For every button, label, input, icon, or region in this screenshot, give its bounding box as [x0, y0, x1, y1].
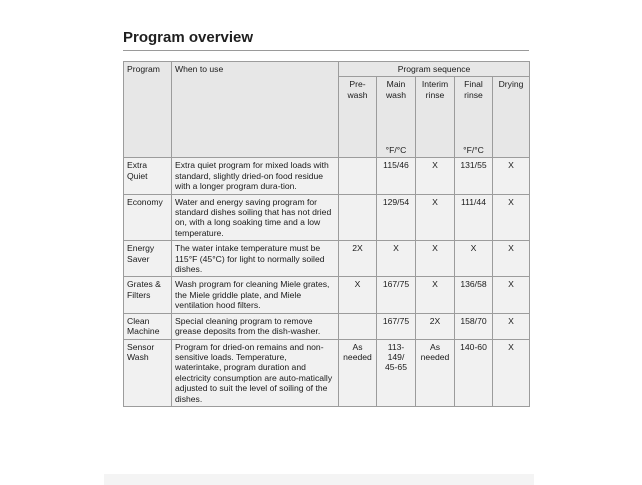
- program-table-body: [124, 158, 530, 407]
- program-name-cell: Energy Saver: [124, 241, 172, 277]
- sequence-cell: As needed: [416, 339, 455, 406]
- table-row: [124, 277, 530, 313]
- sequence-cell: [339, 158, 377, 194]
- program-name-cell: Grates & Filters: [124, 277, 172, 313]
- sequence-cell: X: [455, 241, 493, 277]
- table-row: [124, 313, 530, 339]
- phase-unit: °F/°C: [385, 145, 407, 155]
- table-row: [124, 158, 530, 194]
- when-to-use-cell: Program for dried-on remains and non-sensitive loads. Temperature, waterintake, program duration and electricity consumption are auto-matically adjusted to suit the level of soiling of the dishes.: [172, 339, 339, 406]
- phase-label: Final rinse: [464, 79, 483, 100]
- sequence-cell: X: [493, 277, 530, 313]
- page-title: Program overview: [123, 29, 254, 46]
- sequence-cell: X: [416, 277, 455, 313]
- sequence-cell: X: [416, 241, 455, 277]
- program-name-cell: Sensor Wash: [124, 339, 172, 406]
- phase-header: [455, 77, 493, 158]
- when-to-use-cell: Water and energy saving program for standard dishes soiling that has not dried on, with a long soaking time and a low temperature.: [172, 194, 339, 241]
- sequence-cell: As needed: [339, 339, 377, 406]
- program-name-cell: Clean Machine: [124, 313, 172, 339]
- when-to-use-cell: Wash program for cleaning Miele grates, the Miele griddle plate, and Miele ventilation hood filters.: [172, 277, 339, 313]
- program-sequence-header: Program sequence: [339, 62, 530, 77]
- sequence-cell: X: [416, 158, 455, 194]
- program-name-cell: Economy: [124, 194, 172, 241]
- sequence-cell: [339, 313, 377, 339]
- phase-header: [416, 77, 455, 158]
- sequence-cell: 2X: [416, 313, 455, 339]
- phase-label: Interim rinse: [421, 79, 449, 100]
- table-row: [124, 339, 530, 406]
- sequence-cell: 131/55: [455, 158, 493, 194]
- sequence-cell: 115/46: [377, 158, 416, 194]
- phase-label: Main wash: [385, 79, 407, 100]
- sequence-cell: X: [493, 158, 530, 194]
- when-to-use-cell: The water intake temperature must be 115°F (45°C) for light to normally soiled dishes.: [172, 241, 339, 277]
- sequence-cell: X: [416, 194, 455, 241]
- phase-header: [339, 77, 377, 158]
- table-row: [124, 241, 530, 277]
- phase-header: [377, 77, 416, 158]
- sequence-cell: 136/58: [455, 277, 493, 313]
- sequence-cell: X: [493, 313, 530, 339]
- when-to-use-cell: Special cleaning program to remove grease deposits from the dish-washer.: [172, 313, 339, 339]
- program-name-cell: Extra Quiet: [124, 158, 172, 194]
- sequence-cell: 140-60: [455, 339, 493, 406]
- phase-unit: °F/°C: [463, 145, 484, 155]
- when-to-use-cell: Extra quiet program for mixed loads with standard, slightly dried-on food residue with a longer program dura-tion.: [172, 158, 339, 194]
- table-row: [124, 194, 530, 241]
- title-rule: [123, 50, 529, 51]
- page-bottom-shade: [104, 474, 534, 485]
- sequence-cell: 167/75: [377, 313, 416, 339]
- sequence-cell: X: [493, 194, 530, 241]
- sequence-cell: [339, 194, 377, 241]
- when-to-use-column-header: When to use: [172, 62, 339, 158]
- sequence-cell: X: [339, 277, 377, 313]
- program-column-header: Program: [124, 62, 172, 158]
- sequence-cell: 129/54: [377, 194, 416, 241]
- sequence-cell: X: [377, 241, 416, 277]
- sequence-cell: 2X: [339, 241, 377, 277]
- phase-header: [493, 77, 530, 158]
- sequence-cell: X: [493, 339, 530, 406]
- header-row: [124, 62, 530, 77]
- sequence-cell: 111/44: [455, 194, 493, 241]
- sequence-cell: 113- 149/ 45-65: [377, 339, 416, 406]
- sequence-cell: X: [493, 241, 530, 277]
- sequence-cell: 158/70: [455, 313, 493, 339]
- sequence-cell: 167/75: [377, 277, 416, 313]
- phase-label: Pre- wash: [347, 79, 368, 100]
- phase-label: Drying: [498, 79, 524, 90]
- program-table: [123, 61, 530, 407]
